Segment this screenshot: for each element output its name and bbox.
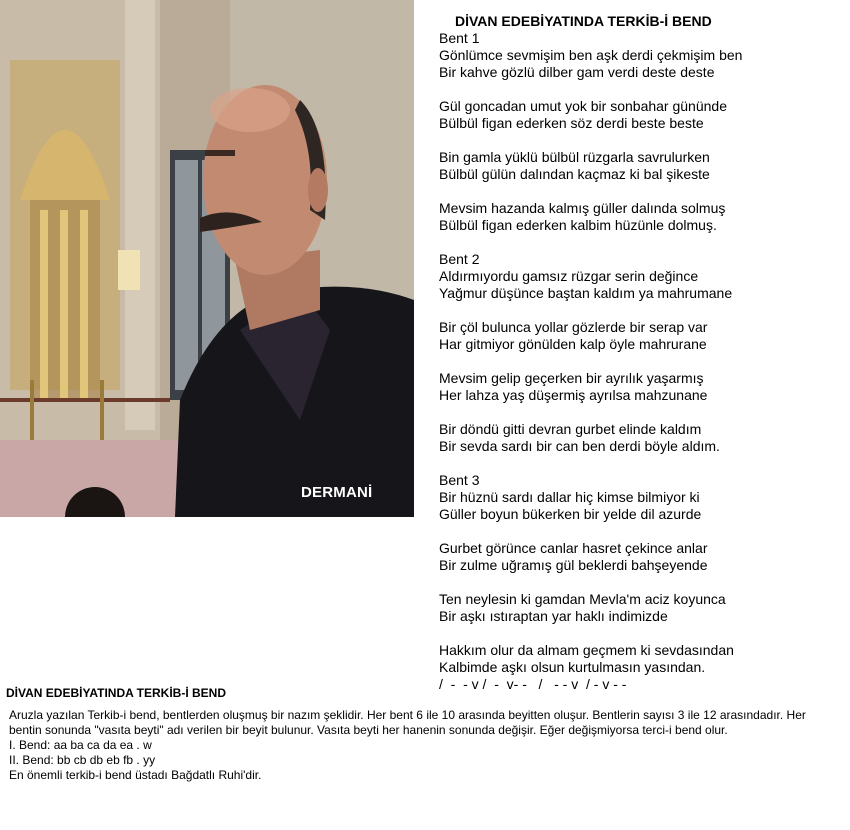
poem-line: Bent 2: [439, 251, 480, 267]
notes-line: II. Bend: bb cb db eb fb . yy: [9, 753, 156, 767]
stanza: [439, 540, 839, 574]
poem-line: Bir kahve gözlü dilber gam verdi deste deste: [439, 64, 715, 80]
portrait-photo: [0, 0, 414, 517]
poem-line: Mevsim gelip geçerken bir ayrılık yaşarmış: [439, 370, 704, 386]
poem-line: Bülbül figan ederken söz derdi beste beste: [439, 115, 704, 131]
stanza: [439, 591, 839, 625]
poem-line: Bir zulme uğramış gül beklerdi bahşeyende: [439, 557, 708, 573]
notes-block: [9, 708, 839, 783]
notes-line: I. Bend: aa ba ca da ea . w: [9, 738, 152, 752]
poem-stanzas: [439, 30, 839, 676]
meter-notation: / - - v / - v- - / - - v / - v - -: [439, 676, 627, 692]
poem-line: Bir çöl bulunca yollar gözlerde bir serap var: [439, 319, 708, 335]
stanza: [439, 421, 839, 455]
poem-line: Ten neylesin ki gamdan Mevla'm aciz koyunca: [439, 591, 726, 607]
poem-line: Aldırmıyordu gamsız rüzgar serin değince: [439, 268, 699, 284]
poem-line: Bir sevda sardı bir can ben derdi böyle aldım.: [439, 438, 720, 454]
stanza: [439, 251, 839, 302]
poem-line: Hakkım olur da almam geçmem ki sevdasından: [439, 642, 734, 658]
poem-line: Har gitmiyor gönülden kalp öyle mahrurane: [439, 336, 707, 352]
notes-line: Aruzla yazılan Terkib-i bend, bentlerden oluşmuş bir nazım şeklidir. Her bent 6 ile 10 arasında beyitten oluşur. Bentlerin sayısı 3 ile 12 arasındadır. Her bentin sonunda "vasıta beyti" adı verilen bir beyit bulunur. Vasıta beyti her hanenin sonunda değişir. Eğer değişmiyorsa terci-i bend olur.: [9, 708, 806, 737]
poem-line: Gönlümce sevmişim ben aşk derdi çekmişim ben: [439, 47, 743, 63]
stanza: [439, 642, 839, 676]
poem-line: Bent 1: [439, 30, 480, 46]
poem-line: Yağmur düşünce baştan kaldım ya mahrumane: [439, 285, 733, 301]
poem-line: Mevsim hazanda kalmış güller dalında solmuş: [439, 200, 726, 216]
notes-title: DİVAN EDEBİYATINDA TERKİB-İ BEND: [6, 686, 227, 700]
poem-line: Bir aşkı ıstıraptan yar haklı indimizde: [439, 608, 668, 624]
stanza: [439, 30, 839, 81]
poem-line: Bülbül figan ederken kalbim hüzünle dolmuş.: [439, 217, 717, 233]
poem-line: Bent 3: [439, 472, 480, 488]
poem-line: Gurbet görünce canlar hasret çekince anlar: [439, 540, 708, 556]
poem-block: [439, 12, 839, 693]
stanza: [439, 319, 839, 353]
poem-line: Bülbül gülün dalından kaçmaz ki bal şikeste: [439, 166, 710, 182]
poem-title: DİVAN EDEBİYATINDA TERKİB-İ BEND: [455, 13, 712, 29]
stanza: [439, 472, 839, 523]
mosque-interior-illustration: [0, 0, 414, 517]
photo-caption: DERMANİ: [301, 484, 373, 501]
stanza: [439, 200, 839, 234]
notes-line: En önemli terkib-i bend üstadı Bağdatlı Ruhi'dir.: [9, 768, 262, 782]
poem-line: Bir hüznü sardı dallar hiç kimse bilmiyor ki: [439, 489, 700, 505]
stanza: [439, 370, 839, 404]
poem-line: Bin gamla yüklü bülbül rüzgarla savrulurken: [439, 149, 710, 165]
poem-line: Güller boyun bükerken bir yelde dil azurde: [439, 506, 702, 522]
poem-line: Kalbimde aşkı olsun kurtulmasın yasından.: [439, 659, 706, 675]
poem-line: Bir döndü gitti devran gurbet elinde kaldım: [439, 421, 702, 437]
poem-line: Gül goncadan umut yok bir sonbahar gününde: [439, 98, 727, 114]
stanza: [439, 149, 839, 183]
poem-line: Her lahza yaş düşermiş ayrılsa mahzunane: [439, 387, 708, 403]
stanza: [439, 98, 839, 132]
